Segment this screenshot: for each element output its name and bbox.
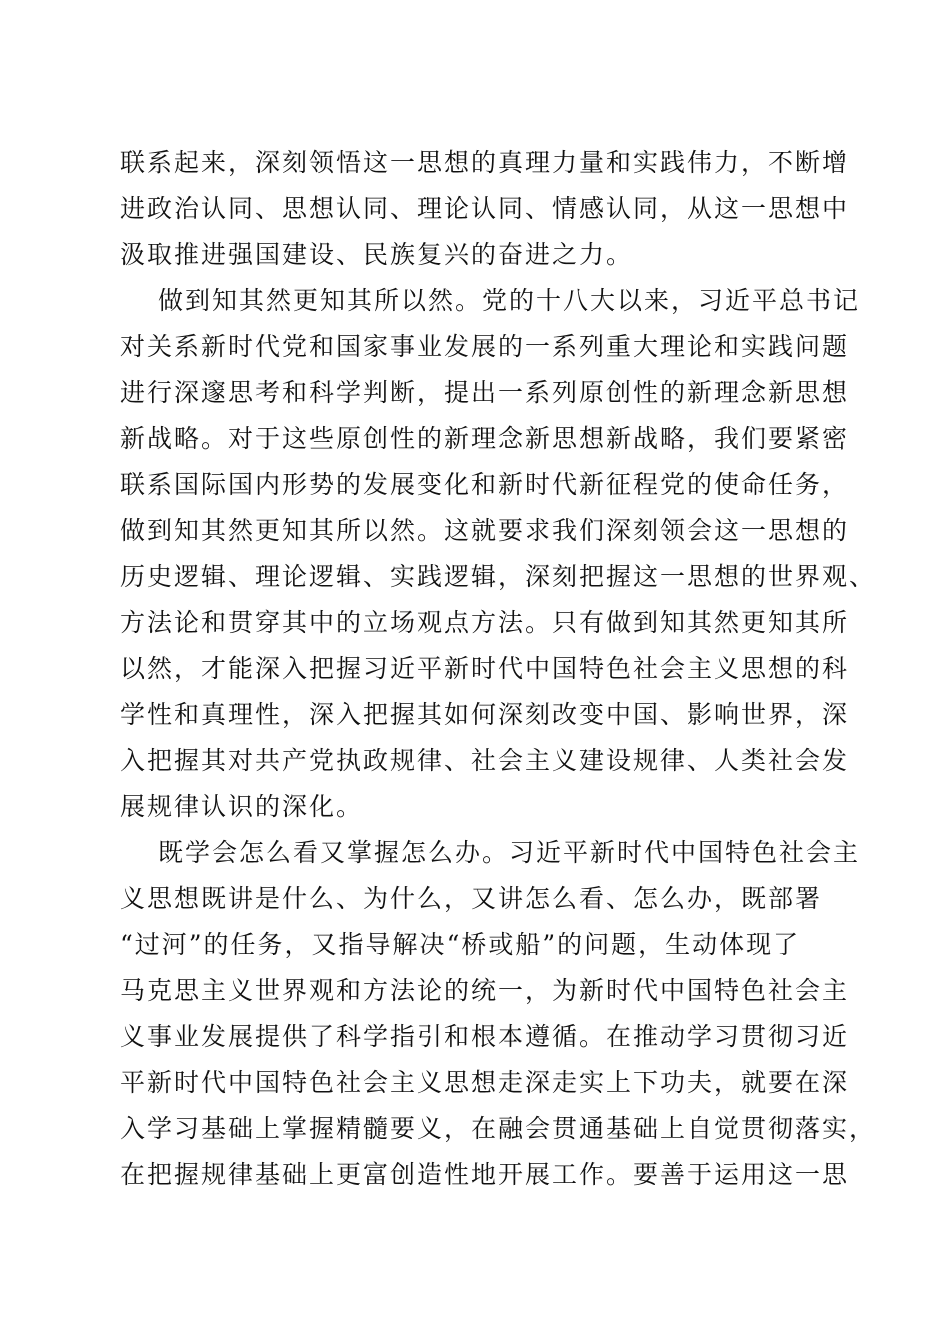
text-line: 义事业发展提供了科学指引和根本遵循。在推动学习贯彻习近 <box>120 1022 850 1051</box>
body-text <box>120 140 877 1198</box>
text-line: 历史逻辑、理论逻辑、实践逻辑，深刻把握这一思想的世界观、 <box>120 562 877 591</box>
paragraph-start-line: 既学会怎么看又掌握怎么办。习近平新时代中国特色社会主 <box>158 838 861 867</box>
text-line: 入学习基础上掌握精髓要义，在融会贯通基础上自觉贯彻落实， <box>120 1114 877 1143</box>
text-line: 马克思主义世界观和方法论的统一，为新时代中国特色社会主 <box>120 976 850 1005</box>
paragraph-start-line: 做到知其然更知其所以然。党的十八大以来，习近平总书记 <box>158 286 861 315</box>
text-line: 联系起来，深刻领悟这一思想的真理力量和实践伟力，不断增 <box>120 148 850 177</box>
text-line: 新战略。对于这些原创性的新理念新思想新战略，我们要紧密 <box>120 424 850 453</box>
text-line: 对关系新时代党和国家事业发展的一系列重大理论和实践问题 <box>120 332 850 361</box>
text-line: 学性和真理性，深入把握其如何深刻改变中国、影响世界，深 <box>120 700 850 729</box>
text-line: “过河”的任务，又指导解决“桥或船”的问题，生动体现了 <box>120 930 801 959</box>
text-line: 联系国际国内形势的发展变化和新时代新征程党的使命任务， <box>120 470 850 499</box>
text-line: 平新时代中国特色社会主义思想走深走实上下功夫，就要在深 <box>120 1068 850 1097</box>
text-line: 进政治认同、思想认同、理论认同、情感认同，从这一思想中 <box>120 194 850 223</box>
text-line: 做到知其然更知其所以然。这就要求我们深刻领会这一思想的 <box>120 516 850 545</box>
text-line: 进行深邃思考和科学判断，提出一系列原创性的新理念新思想 <box>120 378 850 407</box>
text-line: 入把握其对共产党执政规律、社会主义建设规律、人类社会发 <box>120 746 850 775</box>
text-line: 汲取推进强国建设、民族复兴的奋进之力。 <box>120 240 634 269</box>
text-line: 义思想既讲是什么、为什么，又讲怎么看、怎么办，既部署 <box>120 884 823 913</box>
text-line: 方法论和贯穿其中的立场观点方法。只有做到知其然更知其所 <box>120 608 850 637</box>
text-line: 展规律认识的深化。 <box>120 792 364 821</box>
text-line: 以然，才能深入把握习近平新时代中国特色社会主义思想的科 <box>120 654 850 683</box>
text-line: 在把握规律基础上更富创造性地开展工作。要善于运用这一思 <box>120 1160 850 1189</box>
